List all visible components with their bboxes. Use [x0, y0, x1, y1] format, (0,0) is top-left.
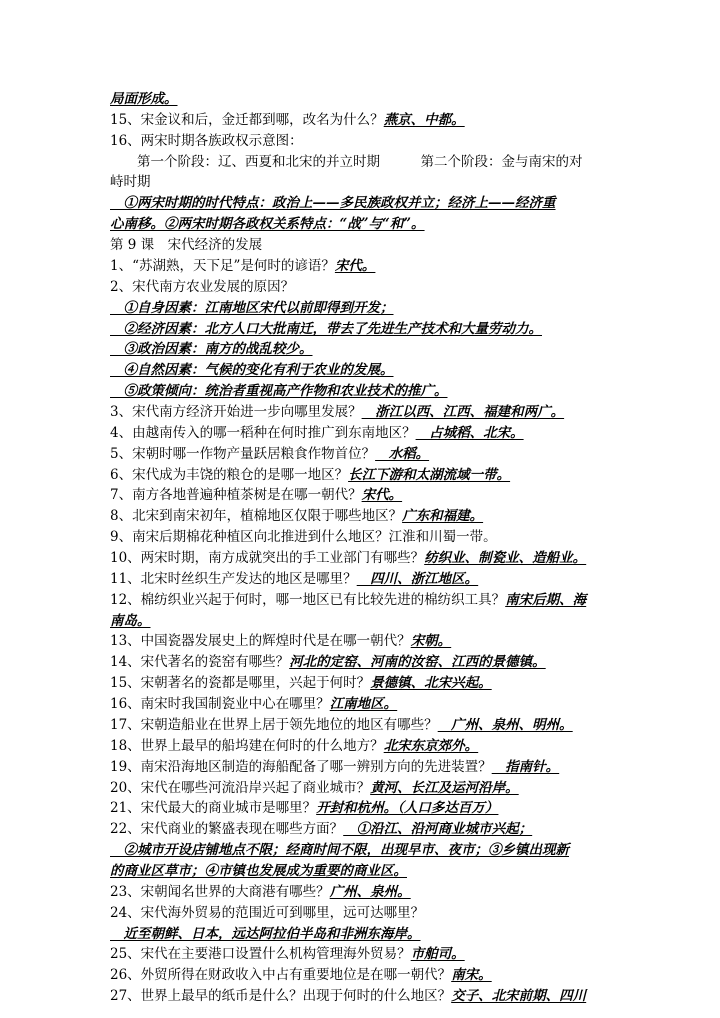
text-line [110, 192, 556, 214]
question-text: 4、由越南传入的哪一稻种在何时推广到东南地区？ [110, 424, 416, 441]
answer-text: ②经济因素：北方人口大批南迁，带去了先进生产技术和大量劳动力。 [110, 320, 542, 337]
answer-text: 占城稻、北宋。 [415, 424, 524, 441]
question-text: 第一个阶段：辽、西夏和北宋的并立时期 第二个阶段：金与南宋的对 [110, 153, 583, 170]
answer-text: 南宋后期、海 [505, 591, 587, 608]
text-line [110, 130, 303, 152]
text-line [110, 422, 524, 444]
text-line [110, 964, 492, 986]
answer-text: 长江下游和太湖流域一带。 [348, 466, 511, 483]
text-line [110, 401, 564, 423]
text-line [110, 234, 262, 256]
text-line [110, 610, 151, 632]
text-line [110, 881, 411, 903]
answer-text: ②城市开设店铺地点不限；经商时间不限，出现早市、夜市；③乡镇出现新 [110, 842, 569, 859]
text-line [110, 484, 402, 506]
answer-text: 心南移。②两宋时期各政权关系特点：“战”与“和”。 [110, 216, 425, 233]
text-line [110, 818, 532, 840]
text-line [110, 777, 519, 799]
text-line [110, 985, 586, 1007]
text-line [110, 151, 583, 173]
text-line [110, 568, 478, 590]
question-text: 7、南方各地普遍种植茶树是在哪一朝代？ [110, 487, 362, 504]
question-text: 15、宋朝著名的瓷都是哪里，兴起于何时？ [110, 675, 371, 692]
answer-text: ④自然因素：气候的变化有利于农业的发展。 [110, 362, 394, 379]
answer-text: 宋代。 [334, 257, 376, 274]
answer-text: 广东和福建。 [402, 508, 484, 525]
question-text: 9、南宋后期棉花种植区向北推进到什么地区？江淮和川蜀一带。 [110, 529, 497, 546]
answer-text: 纺织业、制瓷业、造船业。 [424, 550, 587, 566]
answer-text: 黄河、长江及运河沿岸。 [370, 779, 519, 796]
text-line [110, 276, 294, 298]
question-text: 23、宋朝闻名世界的大商港有哪些？ [110, 883, 330, 900]
answer-text: 水稻。 [375, 445, 430, 462]
answer-text: 北宋东京郊外。 [383, 737, 479, 754]
question-text: 26、外贸所得在财政收入中占有重要地位是在哪一朝代？ [110, 967, 452, 984]
question-text: 20、宋代在哪些河流沿岸兴起了商业城市？ [110, 779, 371, 796]
answer-text: 市舶司。 [410, 946, 465, 963]
text-line [110, 380, 448, 402]
text-line [110, 297, 394, 319]
question-text: 17、宋朝造船业在世界上居于领先地位的地区有哪些？ [110, 716, 438, 733]
answer-text: 广州、泉州。 [329, 883, 411, 900]
question-text: 18、世界上最早的船坞建在何时的什么地方？ [110, 737, 384, 754]
text-line [110, 505, 483, 527]
question-text: 16、南宋时我国制瓷业中心在哪里？ [110, 696, 330, 713]
question-text: 15、宋金议和后，金迁都到哪，改名为什么？ [110, 111, 384, 128]
text-line [110, 589, 586, 611]
text-line [110, 714, 573, 736]
question-text: 11、北宋时丝织生产发达的地区是哪里？ [110, 570, 357, 587]
answer-text: ①两宋时期的时代特点：政治上——多民族政权并立；经济上——经济重 [110, 195, 556, 212]
question-text: 25、宋代在主要港口设置什么机构管理海外贸易？ [110, 946, 411, 963]
question-text: 22、宋代商业的繁盛表现在哪些方面？ [110, 821, 344, 838]
question-text: 21、宋代最大的商业城市是哪里？ [110, 800, 317, 817]
text-line [110, 338, 313, 360]
answer-text: 广州、泉州、明州。 [437, 716, 573, 733]
answer-text: 河北的定窑、河南的汝窑、江西的景德镇。 [289, 654, 546, 671]
answer-text: 江南地区。 [329, 696, 398, 713]
question-text: 5、宋朝时哪一作物产量跃居粮食作物首位？ [110, 445, 376, 462]
text-line [110, 756, 559, 778]
answer-text: 南宋。 [451, 967, 492, 984]
text-line [110, 443, 429, 465]
text-line [110, 318, 542, 340]
text-line [110, 902, 424, 924]
answer-text: 指南针。 [491, 758, 560, 775]
answer-text: 宋代。 [361, 487, 403, 504]
answer-text: ①沿江、沿河商业城市兴起； [343, 821, 533, 838]
text-line [110, 860, 407, 882]
text-line [110, 255, 375, 277]
text-line [110, 547, 586, 569]
question-text: 1、“苏湖熟，天下足”是何时的谚语？ [110, 257, 335, 274]
text-line [110, 923, 421, 945]
question-text: 3、宋代南方经济开始进一步向哪里发展？ [110, 403, 362, 420]
answer-text: 近至朝鲜、日本，远达阿拉伯半岛和非洲东海岸。 [110, 925, 421, 942]
text-line [110, 693, 397, 715]
answer-text: 的商业区草市；④市镇也发展成为重要的商业区。 [110, 862, 407, 879]
answer-text: 南岛。 [110, 612, 151, 629]
question-text: 10、两宋时期，南方成就突出的手工业部门有哪些？ [110, 550, 425, 566]
text-line [110, 171, 151, 193]
answer-text: 景德镇、北宋兴起。 [370, 675, 492, 692]
answer-text: 局面形成。 [110, 91, 178, 107]
question-text: 峙时期 [110, 174, 151, 191]
question-text: 6、宋代成为丰饶的粮仓的是哪一地区？ [110, 466, 349, 483]
text-line [110, 630, 451, 652]
question-text: 19、南宋沿海地区制造的海船配备了哪一辨别方向的先进装置？ [110, 758, 492, 775]
text-line [110, 88, 178, 110]
question-text: 16、两宋时期各族政权示意图： [110, 132, 303, 149]
answer-text: ③政治因素：南方的战乱较少。 [110, 341, 313, 358]
answer-text: ⑤政策倾向：统治者重视高产作物和农业技术的推广。 [110, 383, 448, 400]
text-line [110, 109, 465, 131]
text-line [110, 735, 478, 757]
text-line [110, 651, 546, 673]
answer-text: 浙江以西、江西、福建和两广。 [361, 403, 565, 420]
question-text: 12、棉纺织业兴起于何时，哪一地区已有比较先进的棉纺织工具？ [110, 591, 506, 608]
answer-text: 交子、北宋前期、四川 [451, 988, 587, 1005]
text-line [110, 839, 569, 861]
question-text: 27、世界上最早的纸币是什么？出现于何时的什么地区？ [110, 988, 452, 1005]
question-text: 8、北宋到南宋初年，植棉地区仅限于哪些地区？ [110, 508, 403, 525]
question-text: 13、中国瓷器发展史上的辉煌时代是在哪一朝代？ [110, 633, 411, 650]
text-line [110, 672, 492, 694]
text-line [110, 213, 425, 235]
answer-text: 燕京、中都。 [383, 111, 465, 128]
answer-text: 开封和杭州。（人口多达百万） [316, 800, 499, 817]
text-line [110, 943, 465, 965]
text-line [110, 797, 498, 819]
text-line [110, 359, 394, 381]
answer-text: ①自身因素：江南地区宋代以前即得到开发； [110, 299, 394, 316]
text-line [110, 464, 510, 486]
question-text: 14、宋代著名的瓷窑有哪些？ [110, 654, 290, 671]
question-text: 2、宋代南方农业发展的原因？ [110, 278, 295, 295]
answer-text: 四川、浙江地区。 [356, 570, 479, 587]
question-text: 第 9 课 宋代经济的发展 [110, 237, 263, 254]
text-line [110, 526, 497, 548]
question-text: 24、宋代海外贸易的范围近可到哪里，远可达哪里？ [110, 904, 425, 921]
answer-text: 宋朝。 [410, 633, 452, 650]
